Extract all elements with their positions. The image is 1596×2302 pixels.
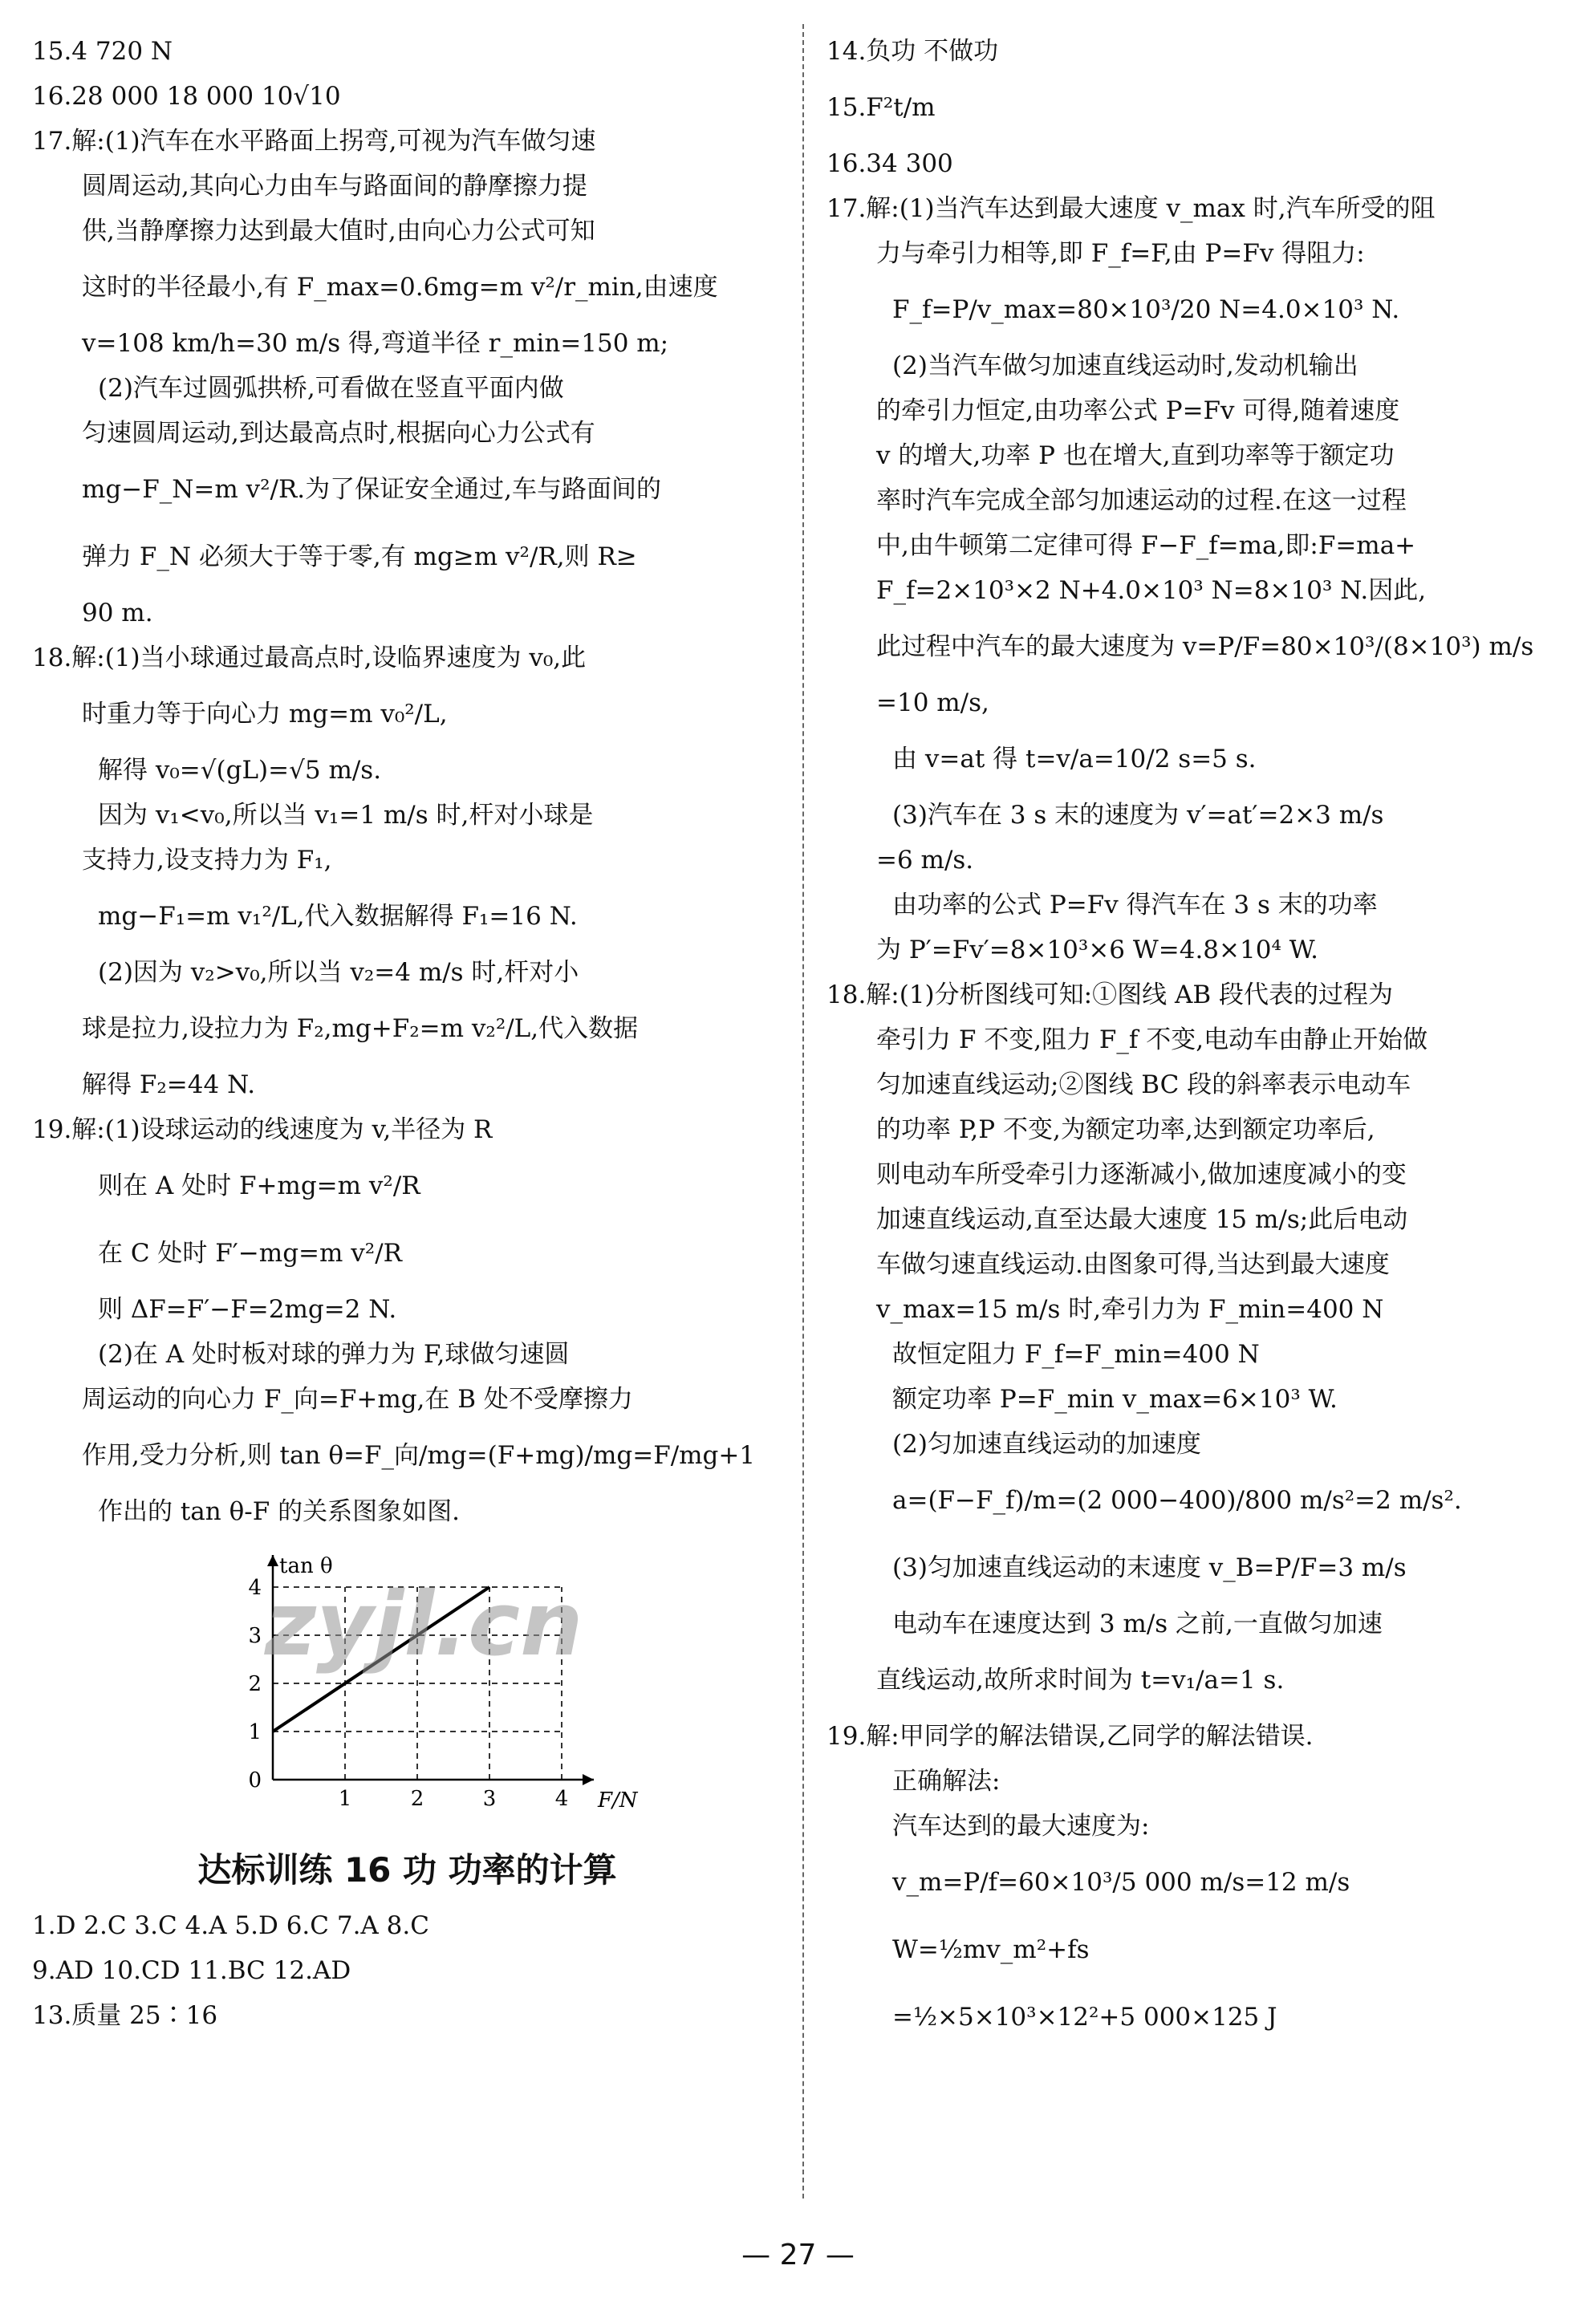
answer-line: v_m=P/f=60×10³/5 000 m/s=12 m/s [892,1868,1350,1897]
answer-line: (2)在 A 处时板对球的弹力为 F,球做匀速圆 [98,1340,570,1369]
right-column [826,29,1569,2051]
answer-line: 车做匀速直线运动.由图象可得,当达到最大速度 [876,1250,1390,1279]
answer-line: F_f=P/v_max=80×10³/20 N=4.0×10³ N. [892,295,1400,324]
y-tick-label: 4 [248,1576,262,1600]
answer-line: 90 m. [82,599,153,627]
answer-line: 额定功率 P=F_min v_max=6×10³ W. [892,1385,1338,1414]
answer-line: 17.解:(1)当汽车达到最大速度 v_max 时,汽车所受的阻 [826,194,1436,223]
answer-line: 在 C 处时 F′−mg=m v²/R [98,1239,402,1268]
x-tick-label: 4 [554,1787,569,1811]
answer-line: mg−F_N=m v²/R.为了保证安全通过,车与路面间的 [82,475,662,504]
answer-line: 电动车在速度达到 3 m/s 之前,一直做匀加速 [892,1610,1383,1638]
answer-line: 15.F²t/m [826,93,936,122]
answer-line: mg−F₁=m v₁²/L,代入数据解得 F₁=16 N. [98,902,578,931]
answer-line: 这时的半径最小,有 F_max=0.6mg=m v²/r_min,由速度 [82,273,718,302]
answer-line: (2)因为 v₂>v₀,所以当 v₂=4 m/s 时,杆对小 [98,958,579,987]
answer-line: =10 m/s, [876,688,989,717]
answer-line: 的功率 P,P 不变,为额定功率,达到额定功率后, [876,1115,1375,1144]
answer-line: 则 ΔF=F′−F=2mg=2 N. [98,1295,397,1324]
answer-line: 支持力,设支持力为 F₁, [82,846,332,875]
answer-line: 15.4 720 N [32,37,173,66]
answer-line: 19.解:(1)设球运动的线速度为 v,半径为 R [32,1115,493,1144]
answer-line: 作出的 tan θ-F 的关系图象如图. [98,1497,460,1526]
answer-line: =6 m/s. [876,846,974,875]
choice-answers: 1.D 2.C 3.C 4.A 5.D 6.C 7.A 8.C [32,1911,429,1940]
x-axis-arrow [583,1774,594,1785]
answer-line: 解得 F₂=44 N. [82,1070,256,1099]
y-axis-label: tan θ [279,1554,333,1578]
section-heading: 达标训练 16 功 功率的计算 [197,1850,617,1890]
answer-line: 牵引力 F 不变,阻力 F_f 不变,电动车由静止开始做 [876,1025,1428,1054]
answer-line: 因为 v₁<v₀,所以当 v₁=1 m/s 时,杆对小球是 [98,801,594,830]
answer-line: (2)汽车过圆弧拱桥,可看做在竖直平面内做 [98,374,564,403]
answer-line: 14.负功 不做功 [826,37,999,66]
left-column [32,29,782,2038]
answer-line: 球是拉力,设拉力为 F₂,mg+F₂=m v₂²/L,代入数据 [82,1014,639,1043]
answer-line: W=½mv_m²+fs [892,1935,1090,1964]
x-tick-label: 3 [482,1787,497,1811]
answer-line: =½×5×10³×12²+5 000×125 J [892,2003,1277,2032]
answer-line: 的牵引力恒定,由功率公式 P=Fv 可得,随着速度 [876,396,1400,425]
x-tick-label: 2 [410,1787,424,1811]
answer-line: 16.34 300 [826,149,953,178]
answer-line: 正确解法: [892,1767,1001,1796]
y-tick-label: 0 [248,1768,262,1792]
answer-line: 故恒定阻力 F_f=F_min=400 N [892,1340,1260,1369]
answer-line: v_max=15 m/s 时,牵引力为 F_min=400 N [876,1295,1384,1324]
answer-line: a=(F−F_f)/m=(2 000−400)/800 m/s²=2 m/s². [892,1486,1462,1515]
x-tick-label: 1 [338,1787,352,1811]
answer-line: 汽车达到的最大速度为: [892,1812,1150,1841]
answer-line: v 的增大,功率 P 也在增大,直到功率等于额定功 [876,441,1395,470]
answer-line: 18.解:(1)分析图线可知:①图线 AB 段代表的过程为 [826,980,1393,1009]
answer-line: 由 v=at 得 t=v/a=10/2 s=5 s. [892,745,1257,773]
answer-line: 弹力 F_N 必须大于等于零,有 mg≥m v²/R,则 R≥ [82,542,637,571]
answer-line: (3)汽车在 3 s 末的速度为 v′=at′=2×3 m/s [892,801,1384,830]
answer-line: (2)匀加速直线运动的加速度 [892,1430,1201,1459]
answer-line: 供,当静摩擦力达到最大值时,由向心力公式可知 [82,217,595,246]
y-tick-label: 1 [248,1720,262,1744]
answer-line: 直线运动,故所求时间为 t=v₁/a=1 s. [876,1666,1285,1695]
y-tick-label: 3 [248,1624,262,1648]
answer-line: 作用,受力分析,则 tan θ=F_向/mg=(F+mg)/mg=F/mg+1 [82,1441,756,1470]
y-axis-arrow [267,1555,278,1566]
answer-line: F_f=2×10³×2 N+4.0×10³ N=8×10³ N.因此, [876,576,1427,605]
answer-line: 为 P′=Fv′=8×10³×6 W=4.8×10⁴ W. [876,936,1319,964]
answer-line: 周运动的向心力 F_向=F+mg,在 B 处不受摩擦力 [82,1385,633,1414]
answer-line: 解得 v₀=√(gL)=√5 m/s. [98,756,382,785]
answer-line: v=108 km/h=30 m/s 得,弯道半径 r_min=150 m; [82,329,669,358]
watermark: zyjl.cn [265,1573,583,1675]
answer-line: 此过程中汽车的最大速度为 v=P/F=80×10³/(8×10³) m/s [876,632,1534,661]
answer-line: 由功率的公式 P=Fv 得汽车在 3 s 末的功率 [892,891,1378,920]
answer-line: 18.解:(1)当小球通过最高点时,设临界速度为 v₀,此 [32,644,587,672]
answer-line: 加速直线运动,直至达最大速度 15 m/s;此后电动 [876,1205,1408,1234]
answer-line: 17.解:(1)汽车在水平路面上拐弯,可视为汽车做匀速 [32,127,596,156]
answer-line: 率时汽车完成全部匀加速运动的过程.在这一过程 [876,486,1407,515]
answer-line: (2)当汽车做匀加速直线运动时,发动机输出 [892,351,1358,380]
column-divider [802,24,804,2198]
fill-answers: 13.质量 25∶16 [32,2001,218,2030]
choice-answers: 9.AD 10.CD 11.BC 12.AD [32,1956,351,1985]
x-axis-label: F/N [598,1788,638,1813]
answer-line: 时重力等于向心力 mg=m v₀²/L, [82,700,448,729]
page-number: — 27 — [741,2239,855,2272]
answer-line: 匀速圆周运动,到达最高点时,根据向心力公式有 [82,419,595,448]
answer-line: 则在 A 处时 F+mg=m v²/R [98,1171,420,1200]
answer-line: 匀加速直线运动;②图线 BC 段的斜率表示电动车 [876,1070,1411,1099]
y-tick-label: 2 [248,1672,262,1696]
answer-line: 则电动车所受牵引力逐渐减小,做加速度减小的变 [876,1160,1407,1189]
answer-line: 力与牵引力相等,即 F_f=F,由 P=Fv 得阻力: [876,239,1365,268]
answer-line: 圆周运动,其向心力由车与路面间的静摩擦力提 [82,172,587,201]
answer-line: (3)匀加速直线运动的末速度 v_B=P/F=3 m/s [892,1553,1407,1582]
answer-line: 16.28 000 18 000 10√10 [32,82,341,111]
answer-line: 19.解:甲同学的解法错误,乙同学的解法错误. [826,1722,1314,1751]
answer-line: 中,由牛顿第二定律可得 F−F_f=ma,即:F=ma+ [876,531,1416,560]
